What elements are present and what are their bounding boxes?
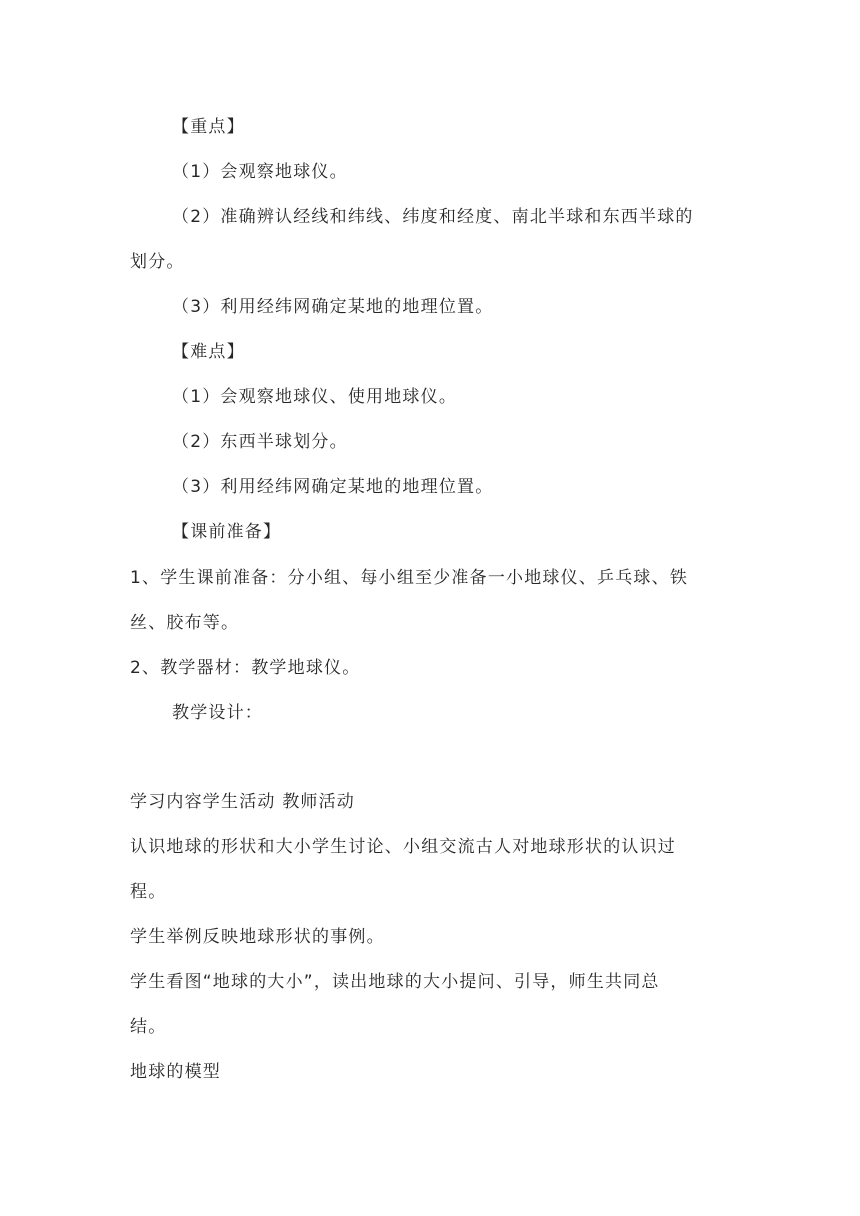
difficult-point-1: （1）会观察地球仪、使用地球仪。 <box>172 387 458 407</box>
teaching-design-label: 教学设计： <box>172 703 263 723</box>
difficult-point-2: （2）东西半球划分。 <box>172 432 348 452</box>
preparation-heading: 【课前准备】 <box>172 522 282 542</box>
preparation-item-1-continued: 丝、胶布等。 <box>130 613 240 633</box>
key-point-3: （3）利用经纬网确定某地的地理位置。 <box>172 297 494 317</box>
difficult-point-3: （3）利用经纬网确定某地的地理位置。 <box>172 477 494 497</box>
preparation-item-2: 2、教学器材：教学地球仪。 <box>130 658 361 678</box>
table-row-earth-model: 地球的模型 <box>130 1062 221 1082</box>
preparation-item-1: 1、学生课前准备：分小组、每小组至少准备一小地球仪、乒乓球、铁 <box>130 568 689 588</box>
key-point-1: （1）会观察地球仪。 <box>172 162 348 182</box>
table-row-shape-size: 认识地球的形状和大小学生讨论、小组交流古人对地球形状的认识过 <box>130 837 676 857</box>
difficult-points-heading: 【难点】 <box>172 342 245 362</box>
table-header-row: 学习内容学生活动 教师活动 <box>130 792 356 812</box>
key-point-2-continued: 划分。 <box>130 252 185 272</box>
table-row-shape-size-continued: 程。 <box>130 882 167 902</box>
table-row-earth-size: 学生看图“地球的大小”，读出地球的大小提问、引导，师生共同总 <box>130 972 660 992</box>
table-row-earth-size-continued: 结。 <box>130 1017 167 1037</box>
key-point-2: （2）准确辨认经线和纬线、纬度和经度、南北半球和东西半球的 <box>172 207 694 227</box>
key-points-heading: 【重点】 <box>172 117 245 137</box>
table-row-examples: 学生举例反映地球形状的事例。 <box>130 927 385 947</box>
